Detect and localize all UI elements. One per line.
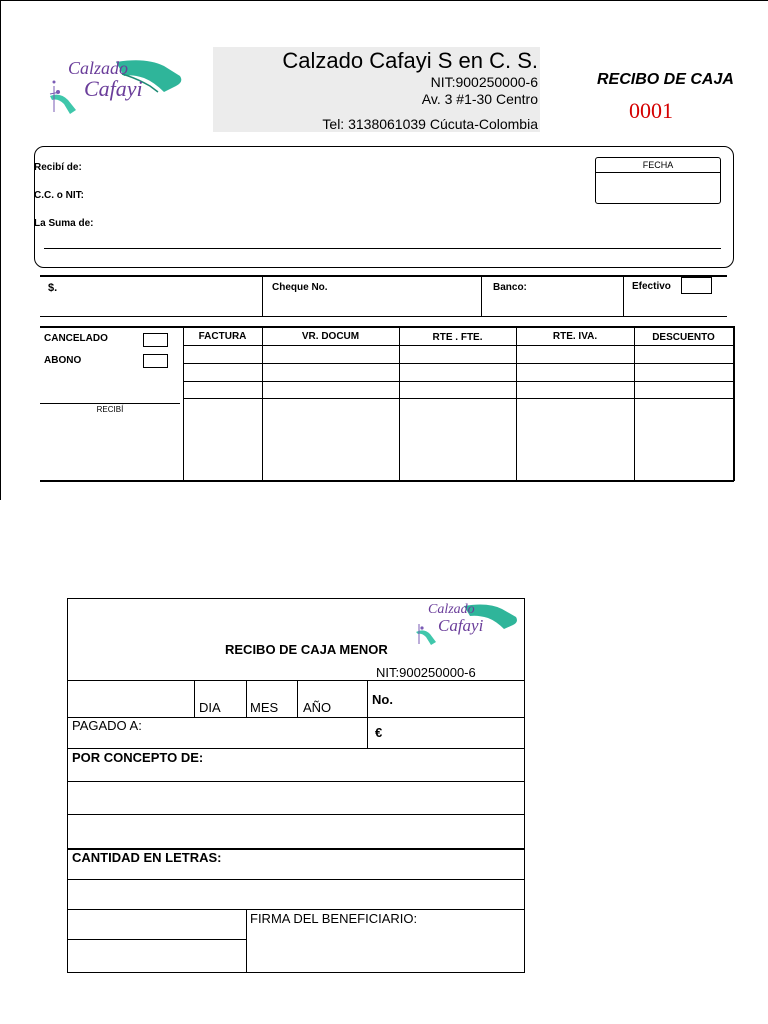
table-row-line-4 [183,398,733,399]
header-descuento: DESCUENTO [652,332,715,343]
petty-line-5 [67,814,525,815]
company-logo [46,52,186,122]
table-col-1 [183,327,184,480]
petty-cash-logo [412,600,522,646]
label-recibi-de: Recibí de: [34,162,82,173]
petty-vline-firma [246,910,247,973]
header-rte-fte: RTE . FTE. [432,332,483,343]
label-concepto: POR CONCEPTO DE: [72,750,204,765]
recibi-signature-line [40,403,180,404]
table-col-2 [262,327,263,480]
payment-divider-3 [623,276,624,316]
label-pagado: PAGADO A: [72,718,142,733]
logo-text-cafayi: Cafayi [84,76,143,101]
suma-line [44,248,721,249]
label-dollar: $. [48,282,58,294]
currency-symbol: € [375,725,383,740]
label-anio: AÑO [303,700,332,715]
receipt-number: 0001 [629,98,673,123]
label-firma: FIRMA DEL BENEFICIARIO: [250,911,418,926]
petty-line-8 [67,909,525,910]
label-mes: MES [250,700,279,715]
label-efectivo: Efectivo [632,281,671,292]
petty-cash-nit: NIT:900250000-6 [376,665,476,680]
petty-logo-text-cafayi: Cafayi [438,616,484,635]
petty-vline-dia [194,681,195,717]
petty-line-4 [67,781,525,782]
efectivo-checkbox[interactable] [681,277,712,294]
cancelado-checkbox[interactable] [143,333,168,347]
label-cancelado: CANCELADO [44,333,108,344]
label-cantidad: CANTIDAD EN LETRAS: [72,850,222,865]
payment-divider-1 [262,276,263,316]
receipt-title: RECIBO DE CAJA [597,71,734,88]
abono-checkbox[interactable] [143,354,168,368]
table-col-3 [399,327,400,480]
petty-cash-title: RECIBO DE CAJA MENOR [225,642,388,657]
table-row-line-3 [183,381,733,382]
table-row-line-2 [183,363,733,364]
label-suma: La Suma de: [34,218,94,229]
petty-logo-text-calzado: Calzado [428,602,475,617]
company-address: Av. 3 #1-30 Centro [421,91,538,107]
payment-divider-2 [481,276,482,316]
petty-vline-mes [246,681,247,717]
fecha-divider [595,172,721,173]
company-phone: Tel: 3138061039 Cúcuta-Colombia [322,116,538,132]
header-factura: FACTURA [198,331,247,342]
petty-line-3 [67,748,525,749]
petty-line-9 [67,939,246,940]
label-dia: DIA [199,700,221,715]
payment-bottom-line [40,316,727,317]
petty-vline-anio [297,681,298,717]
table-col-4 [516,327,517,480]
company-nit: NIT:900250000-6 [430,74,538,90]
label-no: No. [372,692,393,707]
table-right-edge [733,326,735,481]
petty-vline-no [367,681,368,748]
petty-line-7 [67,879,525,880]
label-recibi: RECIBÍ [96,405,124,414]
table-col-5 [634,327,635,480]
label-cc-nit: C.C. o NIT: [34,190,84,201]
label-banco: Banco: [493,282,527,293]
table-top-line [40,326,734,328]
header-rte-iva: RTE. IVA. [552,331,598,342]
table-bottom-line [40,480,734,482]
company-name: Calzado Cafayi S en C. S. [282,48,538,73]
logo-text-calzado: Calzado [68,58,129,78]
header-vr-docum: VR. DOCUM [301,331,360,342]
label-cheque: Cheque No. [272,282,328,293]
petty-line-1 [67,680,525,681]
label-abono: ABONO [44,355,82,366]
fecha-label: FECHA [642,160,674,170]
table-row-line-1 [183,345,733,346]
